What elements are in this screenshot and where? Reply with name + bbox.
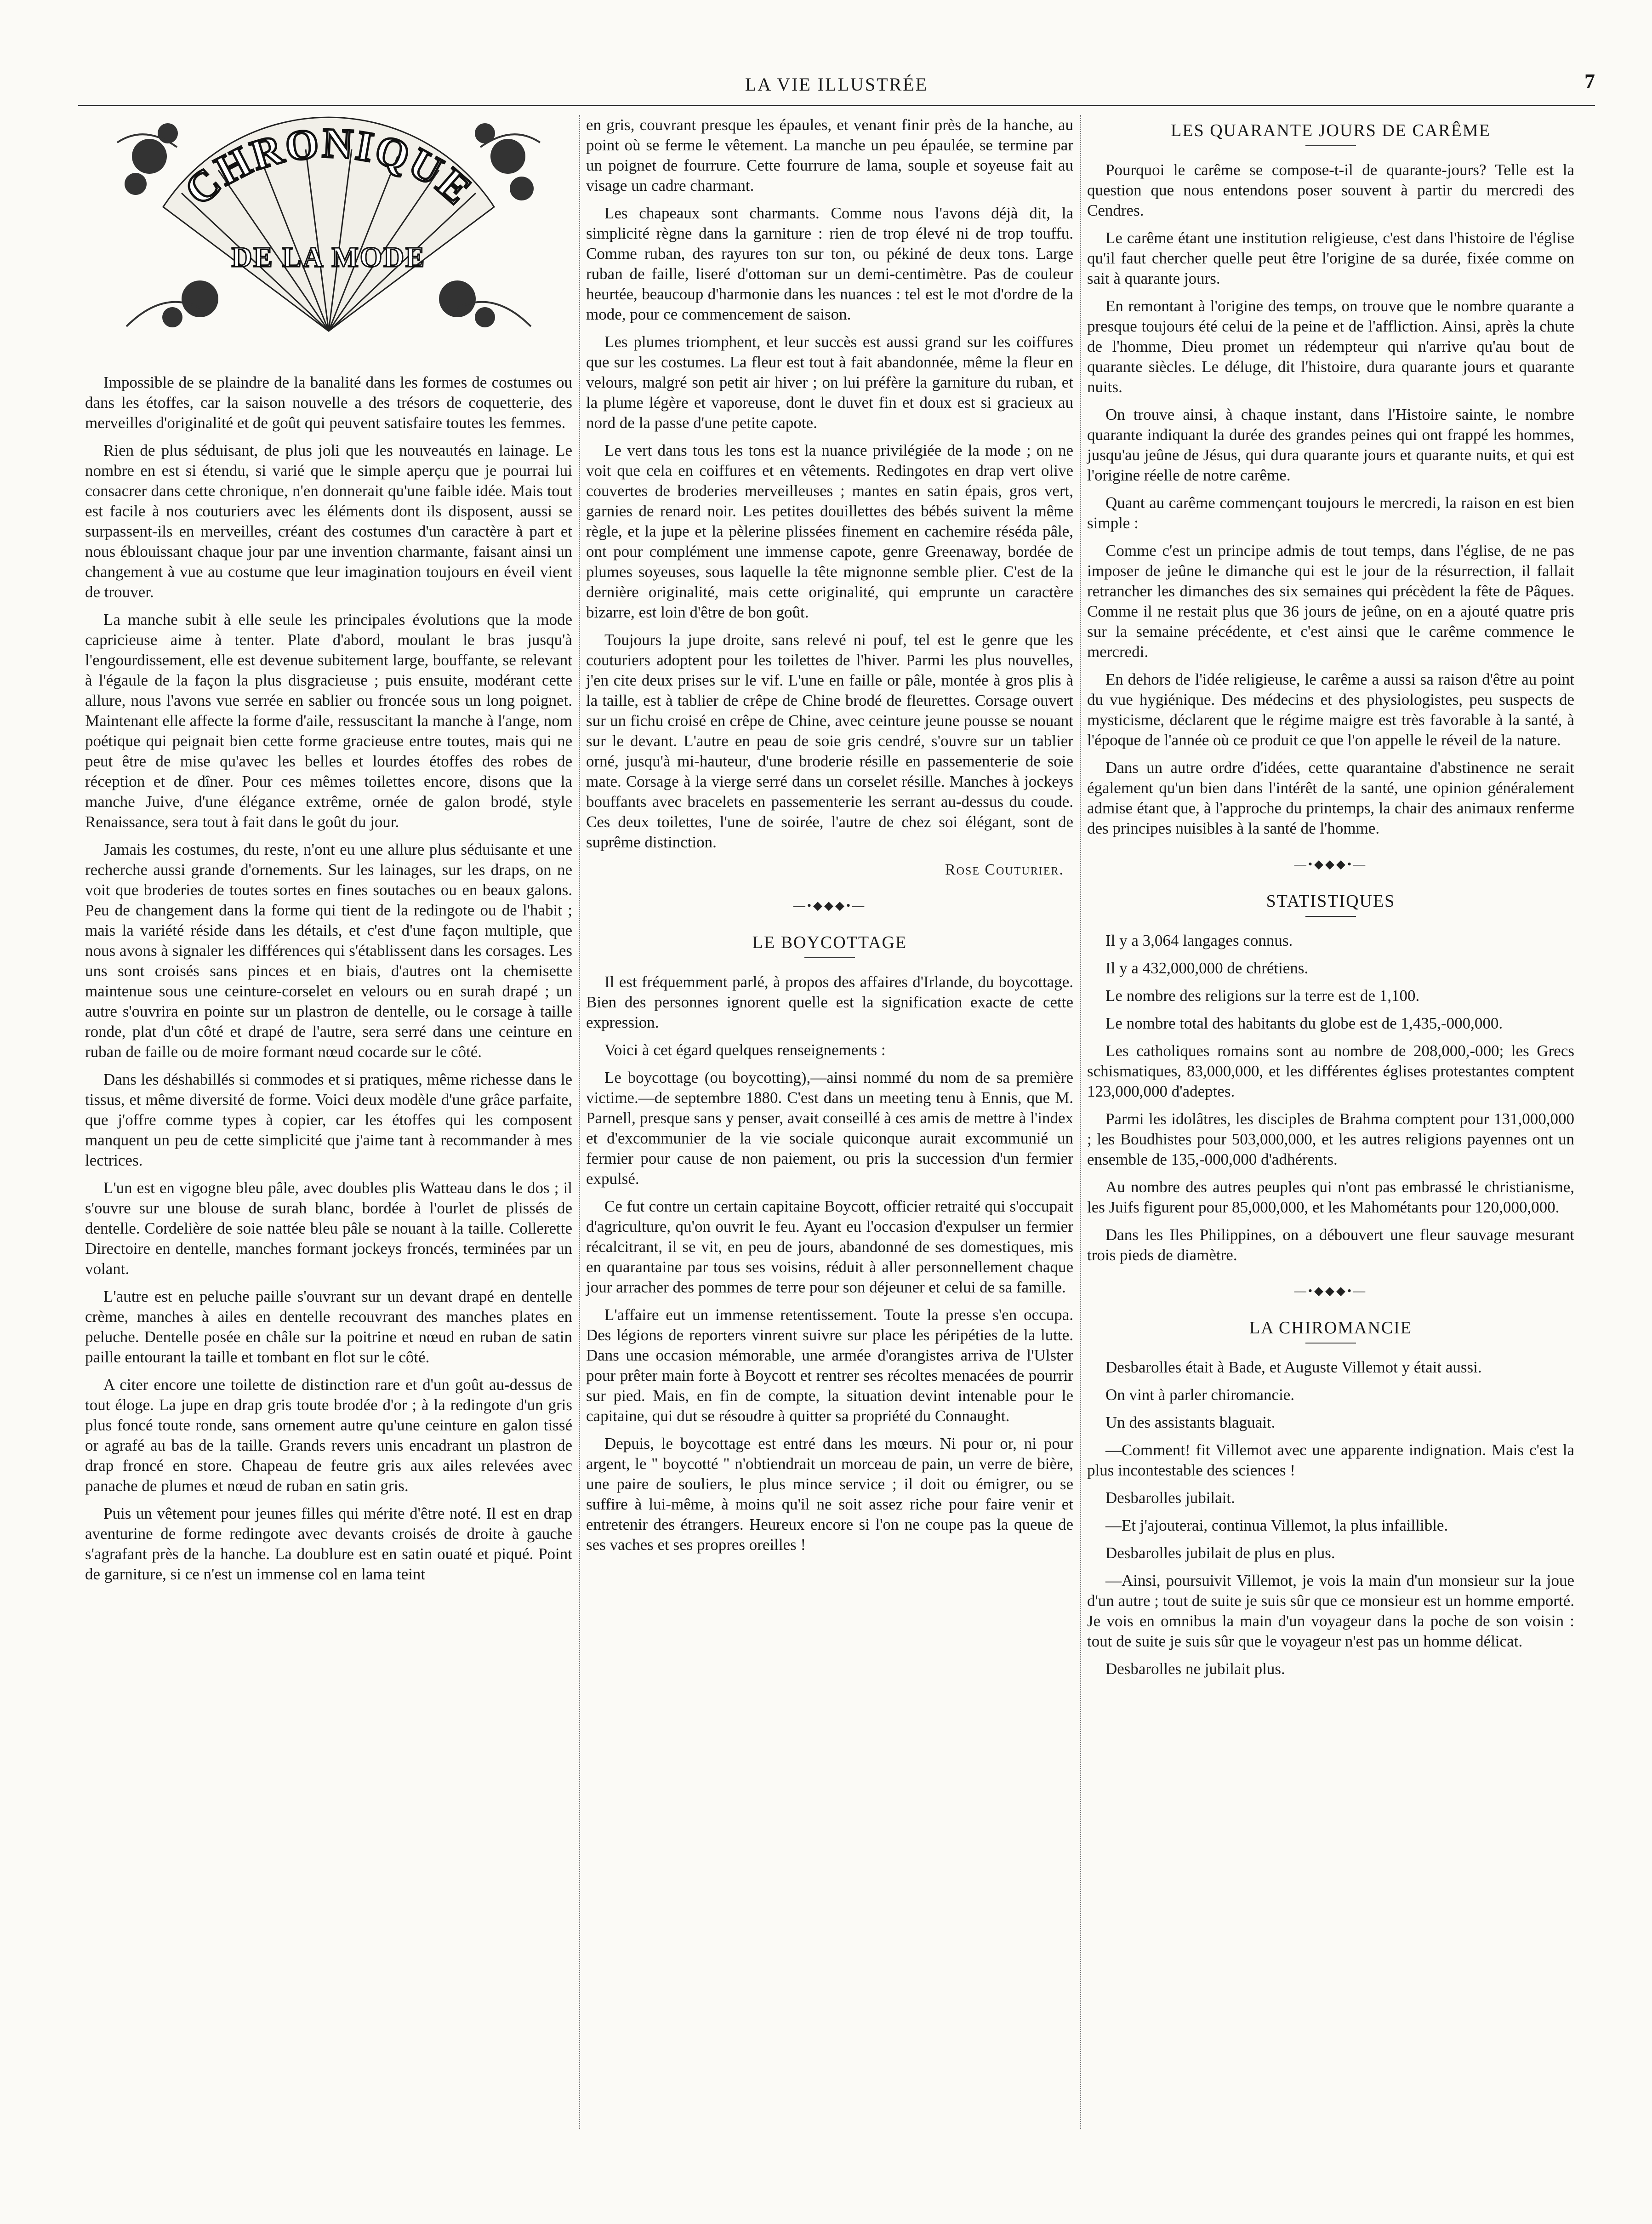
chronique-continuation-paragraph: Les plumes triomphent, et leur succès est aussi grand sur les coiffures que sur les costumes. La fleur est tout à fait abandonnée, même la fleur en velours, malgré son petit air hiver ; on lui préfère la garniture du ruban, et la plume légère et vaporeuse, dont le duvet fin et doux est si gracieux au nord de la passe d'une petite capote. bbox=[586, 333, 1073, 432]
title-rule bbox=[1305, 916, 1356, 917]
statistiques-title: STATISTIQUES bbox=[1266, 892, 1396, 911]
chronique-vignette-fan-illustration bbox=[108, 115, 549, 345]
chronique-paragraph: A citer encore une toilette de distinction rare et d'un goût au-dessus de tout éloge. La jupe en drap gris toute brodée d'or ; à la redingote d'un gris plus foncé toute ronde, sans ornement autre qu'une ceinture en galon tissé or agrafé au bas de la taille. Grands revers unis encadrant un plastron de drap froncé en store. Chapeau de feutre gris aux ailes relevées avec panache de plumes et nœud de ruban en satin gris. bbox=[85, 1376, 572, 1495]
careme-paragraph: Comme c'est un principe admis de tout temps, dans l'église, de ne pas imposer de jeûne le dimanche qui est le jour de la résurrection, il fallait retrancher les dimanches des six semaines qui précèdent la fête de Pâques. Comme il ne restait plus que 36 jours de jeûne, on en a ajouté quatre pris sur la semaine précédente, et c'est ainsi que le carême commence le mercredi. bbox=[1087, 542, 1574, 661]
statistique-item: Il y a 3,064 langages connus. bbox=[1105, 932, 1293, 949]
page-header bbox=[78, 69, 1595, 101]
careme-title: LES QUARANTE JOURS DE CARÊME bbox=[1171, 121, 1491, 140]
chronique-paragraph: La manche subit à elle seule les principales évolutions que la mode capricieuse aime à tenter. Plate d'abord, moulant le bras jusqu'à l'engourdissement, elle est devenue subitement large, bouffante, se relevant à l'égaule de la façon la plus disgracieuse ; puis ensuite, modérant cette allure, nous l'avons vue serrée en sablier ou froncée sous un long poignet. Maintenant elle affecte la forme d'aile, ressuscitant la manche à l'ange, nom poétique qui peignait bien cette forme gracieuse entre toutes, mais qui ne peut être de mise qu'avec les belles et lourdes étoffes des robes de réception et de dîner. Pour ces mêmes toilettes encore, disons que la manche Juive, d'une élégance extrême, ornée de galon brodé, style Renaissance, sera tout à fait dans le goût du jour. bbox=[85, 611, 572, 831]
statistique-item: Parmi les idolâtres, les disciples de Brahma comptent pour 131,000,000 ; les Boudhistes pour 503,000,000, et les autres religions payennes ont un ensemble de 135,-000,000 d'adhérents. bbox=[1087, 1110, 1574, 1168]
author-signature: Rose Couturier. bbox=[945, 861, 1064, 878]
boycottage-paragraph: Voici à cet égard quelques renseignements : bbox=[604, 1041, 886, 1059]
chronique-paragraph: Impossible de se plaindre de la banalité dans les formes de costumes ou dans les étoffes, car la saison nouvelle a des trésors de coquetterie, des merveilles d'originalité et de goût qui peuvent satisfaire toutes les femmes. bbox=[85, 373, 572, 432]
vignette-title: CHRONIQUE bbox=[176, 119, 482, 214]
column-divider-1 bbox=[579, 115, 580, 2129]
section-ornament: —•◆◆◆•— bbox=[793, 899, 866, 912]
chronique-paragraph: L'autre est en peluche paille s'ouvrant sur un devant drapé en dentelle crème, manches à ailes en dentelle recouvrant des manches plates en peluche. Dentelle posée en châle sur la poitrine et nœud en ruban de satin paille entourant la taille et tombant en flot sur le côté. bbox=[85, 1287, 572, 1366]
careme-paragraph: Dans un autre ordre d'idées, cette quarantaine d'abstinence ne serait également qu'un bien dans l'intérêt de la santé, une opinion généralement admise étant que, à l'approche du printemps, la chair des animaux renferme des principes nuisibles à la santé de l'homme. bbox=[1087, 759, 1574, 837]
chronique-continuation-paragraph: en gris, couvrant presque les épaules, et venant finir près de la hanche, au point où se ferme le vêtement. La manche un peu épaulée, se termine par un poignet de fourrure. Cette fourrure de lama, souple et soyeuse fait au visage un cadre charmant. bbox=[586, 116, 1073, 194]
boycottage-paragraph: Ce fut contre un certain capitaine Boycott, officier retraité qui s'occupait d'agriculture, qu'on ouvrit le feu. Ayant eu l'occasion d'expulser un fermier récalcitrant, il se vit, en peu de jours, abandonné de ses domestiques, mis en quarantaine par tous ses voisins, réduit à aller personnellement chaque jour arracher des pommes de terre pour son déjeuner et celui de sa famille. bbox=[586, 1197, 1073, 1296]
chiromancie-paragraph: Un des assistants blaguait. bbox=[1105, 1413, 1276, 1431]
title-rule bbox=[804, 957, 855, 958]
chronique-continuation-paragraph: Le vert dans tous les tons est la nuance privilégiée de la mode ; on ne voit que cela en coiffures et en vêtements. Redingotes en drap vert olive couvertes de broderies merveilleuses ; mantes en satin épais, gros vert, garnies de renard noir. Les petites douillettes des bébés suivent la même règle, et la jupe et la pèlerine plissées finement en cachemire réséda pâle, ont pour complément une immense capote, genre Greenaway, bordée de plumes soyeuses, sous laquelle la tête mignonne semble plier. C'est de la dernière originalité, mais cette originalité, qui emprunte un caractère bizarre, est loin d'être de bon goût. bbox=[586, 441, 1073, 621]
chiromancie-paragraph: Desbarolles jubilait. bbox=[1105, 1489, 1235, 1507]
chronique-paragraph: Dans les déshabillés si commodes et si pratiques, même richesse dans le tissus, et même diversité de forme. Voici deux modèle d'une grâce parfaite, que j'offre comme types à copier, car les étoffes qui les composent manquent un peu de cette simplicité que j'aime tant à recommander à mes lectrices. bbox=[85, 1070, 572, 1169]
chiromancie-paragraph: Desbarolles ne jubilait plus. bbox=[1105, 1660, 1285, 1678]
title-rule bbox=[1305, 1343, 1356, 1344]
statistique-item: Au nombre des autres peuples qui n'ont pas embrassé le christianisme, les Juifs figurent pour 85,000,000, et les Mahométants pour 120,000,000. bbox=[1087, 1178, 1574, 1216]
chiromancie-paragraph: On vint à parler chiromancie. bbox=[1105, 1386, 1295, 1404]
statistique-item: Dans les Iles Philippines, on a débouvert une fleur sauvage mesurant trois pieds de diamètre. bbox=[1087, 1226, 1574, 1264]
chiromancie-paragraph: —Ainsi, poursuivit Villemot, je vois la main d'un monsieur sur la joue d'un autre ; tout de suite je suis sûr que ce monsieur est un homme emporté. Je vois en omnibus la main d'un voyageur dans la poche de son voisin : tout de suite je suis sûr que le voyageur n'est pas un homme délicat. bbox=[1087, 1572, 1574, 1650]
chronique-paragraph: L'un est en vigogne bleu pâle, avec doubles plis Watteau dans le dos ; il s'ouvre sur une blouse de surah blanc, bordée à l'ourlet de plissés de dentelle. Cordelière de soie nattée bleu pâle se nouant à la taille. Collerette Directoire en dentelle, manches formant jockeys froncés, terminées par un volant. bbox=[85, 1179, 572, 1278]
column-divider-2 bbox=[1080, 115, 1081, 2129]
careme-paragraph: On trouve ainsi, à chaque instant, dans l'Histoire sainte, le nombre quarante indiquant la durée des grandes peines qui ont frappé les hommes, jusqu'au jeûne de Jésus, qui dura quarante jours et quarante nuits, et qui est l'origine réelle de notre carême. bbox=[1087, 406, 1574, 484]
careme-paragraph: Le carême étant une institution religieuse, c'est dans l'histoire de l'église qu'il faut chercher quelle peut être l'origine de sa durée, fixée comme on sait à quarante jours. bbox=[1087, 229, 1574, 287]
statistique-item: Le nombre total des habitants du globe est de 1,435,-000,000. bbox=[1105, 1014, 1503, 1032]
running-title: LA VIE ILLUSTRÉE bbox=[745, 74, 929, 95]
chronique-paragraph: Rien de plus séduisant, de plus joli que les nouveautés en lainage. Le nombre en est si étendu, si varié que le simple aperçu que je pourrai lui consacrer dans cette chronique, n'en donnerait qu'une faible idée. Mais tout est facile à nos couturiers avec les éléments dont ils disposent, aussi se surpassent-ils en merveilles, créant des costumes d'un caractère à part et nous éblouissant chaque jour par une invention charmante, faisant ainsi un changement à vue au costume que leur imagination toujours en éveil vient de trouver. bbox=[85, 441, 572, 601]
chiromancie-title: LA CHIROMANCIE bbox=[1249, 1318, 1413, 1338]
chiromancie-paragraph: Desbarolles était à Bade, et Auguste Villemot y était aussi. bbox=[1105, 1358, 1482, 1376]
statistique-item: Le nombre des religions sur la terre est de 1,100. bbox=[1105, 987, 1420, 1005]
boycottage-paragraph: Il est fréquemment parlé, à propos des affaires d'Irlande, du boycottage. Bien des personnes ignorent quelle est la signification exacte de cette expression. bbox=[586, 973, 1073, 1031]
header-rule bbox=[78, 105, 1595, 106]
boycottage-title: LE BOYCOTTAGE bbox=[752, 933, 907, 952]
boycottage-paragraph: Depuis, le boycottage est entré dans les mœurs. Ni pour or, ni pour argent, le " boycotté " n'obtiendrait un morceau de pain, un verre de bière, une paire de souliers, le plus mince service ; il doit ou émigrer, ou se suffire à lui-même, à moins qu'il ne soit assez riche pour faire venir et entretenir des étrangers. Heureux encore si l'on ne coupe pas la queue de ses vaches et ses propres oreilles ! bbox=[586, 1435, 1073, 1554]
statistique-item: Il y a 432,000,000 de chrétiens. bbox=[1105, 959, 1309, 977]
chiromancie-paragraph: —Et j'ajouterai, continua Villemot, la plus infaillible. bbox=[1105, 1516, 1448, 1534]
chronique-continuation-paragraph: Toujours la jupe droite, sans relevé ni pouf, tel est le genre que les couturiers adoptent pour les toilettes de l'hiver. Parmi les plus nouvelles, j'en cite deux prises sur le vif. L'une en faille or pâle, montée à gros plis à la taille, est à tablier de crêpe de Chine brodé de fleurettes. Corsage ouvert sur un fichu croisé en crêpe de Chine, avec ceinture jeune pousse se nouant sur le devant. L'autre en peau de soie gris cendré, s'ouvre sur un tablier orné, jusqu'à mi-hauteur, d'une broderie résille en passementerie de soie mate. Corsage à la vierge serré dans un corselet résille. Manches à jockeys bouffants avec bracelets en passementerie les serrant au-dessus du coude. Ces deux toilettes, l'une de soirée, l'autre de chez soi élégant, sont de suprême distinction. bbox=[586, 631, 1073, 851]
column-3 bbox=[1087, 115, 1574, 1687]
careme-paragraph: Pourquoi le carême se compose-t-il de quarante-jours? Telle est la question que nous entendons poser souvent à partir du mercredi des Cendres. bbox=[1087, 161, 1574, 219]
vignette-subtitle: DE LA MODE bbox=[231, 242, 426, 273]
chiromancie-paragraph: Desbarolles jubilait de plus en plus. bbox=[1105, 1544, 1335, 1562]
careme-paragraph: Quant au carême commençant toujours le mercredi, la raison en est bien simple : bbox=[1087, 494, 1574, 532]
chiromancie-paragraph: —Comment! fit Villemot avec une apparente indignation. Mais c'est la plus incontestable des sciences ! bbox=[1087, 1441, 1574, 1479]
careme-paragraph: En dehors de l'idée religieuse, le carême a aussi sa raison d'être au point du vue hygiénique. Des médecins et des physiologistes, peu suspects de mysticisme, déclarent que le régime maigre est très favorable à la santé, à l'époque de l'année où ce produit ce que l'on appelle le réveil de la nature. bbox=[1087, 670, 1574, 749]
boycottage-paragraph: Le boycottage (ou boycotting),—ainsi nommé du nom de sa première victime.—de septembre 1880. C'est dans un meeting tenu à Ennis, que M. Parnell, presque sans y penser, avait conseillé à ces amis de mettre à l'index et d'excommunier de la vie sociale quiconque aurait excommunié un fermier pour cause de non paiement, ou pris la succession d'un fermier expulsé. bbox=[586, 1069, 1073, 1188]
title-rule bbox=[1305, 145, 1356, 146]
chronique-paragraph: Puis un vêtement pour jeunes filles qui mérite d'être noté. Il est en drap aventurine de forme redingote avec devants croisés de droite à gauche s'agrafant près de la hanche. La doublure est en satin ouaté et piqué. Point de garniture, si ce n'est un immense col en lama teint bbox=[85, 1504, 572, 1583]
chronique-paragraph: Jamais les costumes, du reste, n'ont eu une allure plus séduisante et une recherche aussi grande d'ornements. Sur les lainages, sur les draps, on ne voit que broderies de toutes sortes en fines soutaches ou en beaux galons. Peu de changement dans la forme qui tient de la redingote ou de l'habit ; mais la variété réside dans les détails, et c'est d'une façon multiple, que nous avons à signaler les différences qui s'établissent dans les corsages. Les uns sont croisés sans pinces et en biais, d'autres ont la chemisette maintenue sous une ceinture-corselet en velours ou en surah drapé ; un autre s'ouvrira en pointe sur un plastron de dentelle, ou le corsage à taille ronde, plat d'un côté et drapé de l'autre, sera serré dans une ceinture en ruban de faille ou de moire formant nœud cocarde sur le côté. bbox=[85, 840, 572, 1061]
chronique-continuation-paragraph: Les chapeaux sont charmants. Comme nous l'avons déjà dit, la simplicité règne dans la garniture : rien de trop élevé ni de trop touffu. Comme ruban, des rayures ton sur ton, ou pékiné de deux tons. Large ruban de faille, liseré d'ottoman sur un demi-centimètre. Pas de couleur heurtée, beaucoup d'harmonie dans les nuances : tel est le mot d'ordre de la mode, pour ce commencement de saison. bbox=[586, 204, 1073, 323]
page-number: 7 bbox=[1584, 69, 1595, 93]
boycottage-paragraph: L'affaire eut un immense retentissement. Toute la presse s'en occupa. Des légions de reporters vinrent suivre sur place les péripéties de la lutte. Dans une occasion mémorable, une armée d'orangistes arriva de l'Ulster pour prêter main forte à Boycott et rentrer ses récoltes menacées de pourrir sur pied. Mais, en fin de compte, la situation devint intenable pour le capitaine, qui dut se résoudre à quitter sa propriété du Connaught. bbox=[586, 1306, 1073, 1425]
section-ornament: —•◆◆◆•— bbox=[1294, 1284, 1367, 1298]
careme-paragraph: En remontant à l'origine des temps, on trouve que le nombre quarante a presque toujours été celui de la peine et de l'affliction. Ainsi, après la chute de l'homme, Dieu promet un rédempteur qui n'arrive qu'au bout de quarante siècles. Le déluge, dit l'histoire, dura quarante jours et quarante nuits. bbox=[1087, 297, 1574, 396]
column-1 bbox=[85, 115, 572, 1592]
statistique-item: Les catholiques romains sont au nombre de 208,000,-000; les Grecs schismatiques, 83,000,000, et les différentes églises protestantes comptent 123,000,000 d'adeptes. bbox=[1087, 1042, 1574, 1100]
section-ornament: —•◆◆◆•— bbox=[1294, 858, 1367, 871]
column-2 bbox=[586, 115, 1073, 1562]
